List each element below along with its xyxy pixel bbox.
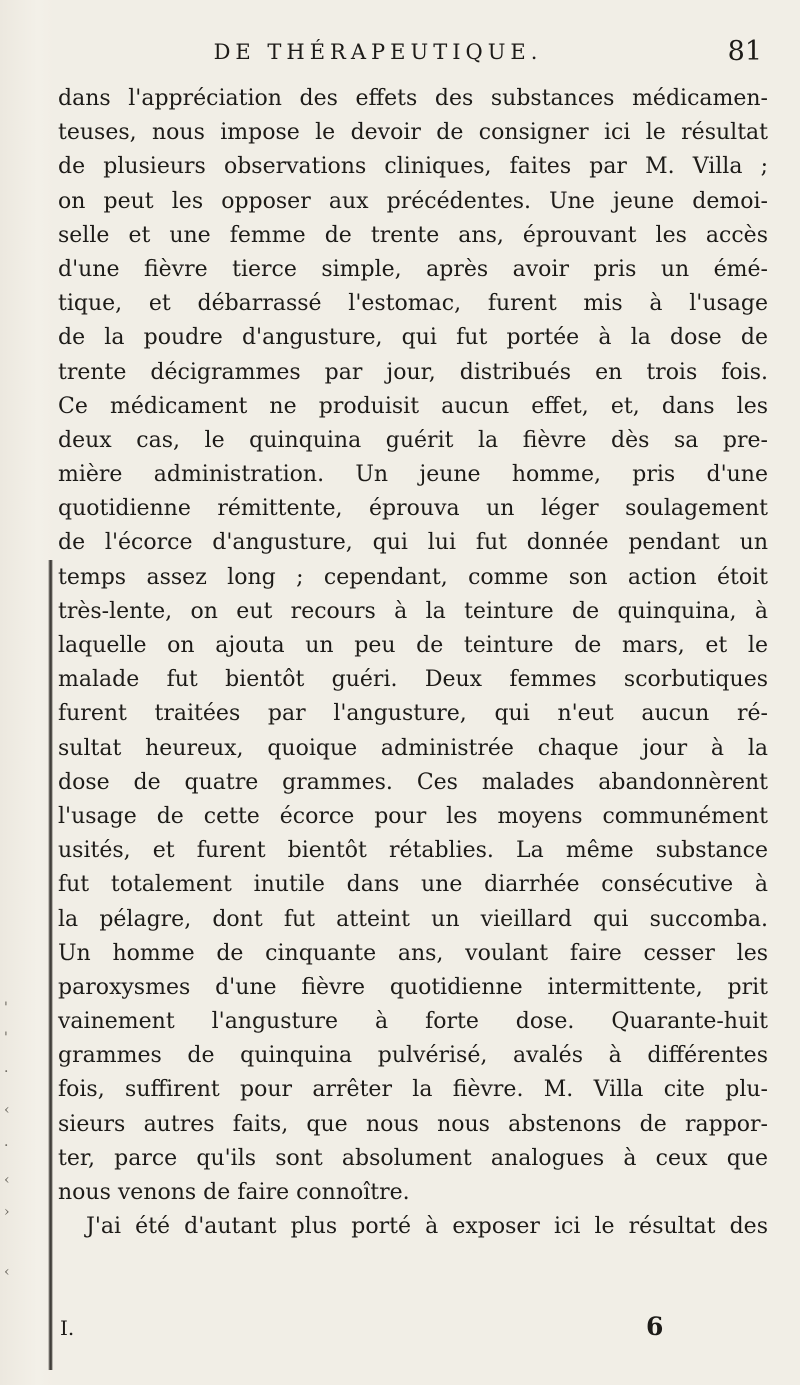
page-number: 81 (727, 36, 762, 67)
text-line: fut totalement inutile dans une diarrhée consécutive à (58, 872, 768, 898)
text-line: grammes de quinquina pulvérisé, avalés à différentes (58, 1043, 768, 1069)
text-line: de plusieurs observations cliniques, faites par M. Villa ; (58, 154, 768, 180)
text-line: selle et une femme de trente ans, éprouvant les accès (58, 222, 768, 248)
text-line: usités, et furent bientôt rétablies. La même substance (58, 838, 768, 864)
text-line: malade fut bientôt guéri. Deux femmes scorbutiques (58, 667, 768, 693)
text-line: deux cas, le quinquina guérit la fièvre dès sa pre- (58, 427, 768, 453)
text-line: paroxysmes d'une fièvre quotidienne intermittente, prit (58, 974, 768, 1000)
text-line: l'usage de cette écorce pour les moyens communément (58, 803, 768, 829)
text-line: fois, suffirent pour arrêter la fièvre. M. Villa cite plu- (58, 1077, 768, 1103)
text-line: de l'écorce d'angusture, qui lui fut donnée pendant un (58, 530, 768, 556)
text-line: on peut les opposer aux précédentes. Une jeune demoi- (58, 188, 768, 214)
binding-shadow (48, 560, 53, 1370)
sheet-number: 6 (646, 1312, 664, 1341)
running-title: DE THÉRAPEUTIQUE. (213, 40, 543, 64)
text-line: trente décigrammes par jour, distribués en trois fois. (58, 359, 768, 385)
text-line: tique, et débarrassé l'estomac, furent mis à l'usage (58, 291, 768, 317)
text-line: de la poudre d'angusture, qui fut portée à la dose de (58, 325, 768, 351)
text-line: quotidienne rémittente, éprouva un léger soulagement (58, 496, 768, 522)
text-line: dose de quatre grammes. Ces malades abandonnèrent (58, 769, 768, 795)
text-line: très-lente, on eut recours à la teinture de quinquina, à (58, 598, 768, 624)
text-line: vainement l'angusture à forte dose. Quarante-huit (58, 1009, 768, 1035)
text-line: d'une fièvre tierce simple, après avoir pris un émé- (58, 256, 768, 282)
text-line: furent traitées par l'angusture, qui n'eut aucun ré- (58, 701, 768, 727)
text-line: Un homme de cinquante ans, voulant faire cesser les (58, 940, 768, 966)
text-body (58, 82, 768, 1244)
text-line: temps assez long ; cependant, comme son action étoit (58, 564, 768, 590)
text-line: sieurs autres faits, que nous nous abstenons de rappor- (58, 1111, 768, 1137)
page-footer (58, 1312, 768, 1356)
signature-mark: I. (60, 1316, 75, 1340)
text-line: nous venons de faire connoître. (58, 1180, 410, 1205)
text-line: Ce médicament ne produisit aucun effet, et, dans les (58, 393, 768, 419)
text-line: dans l'appréciation des effets des substances médicamen- (58, 86, 768, 111)
page-header (58, 36, 768, 76)
text-line: mière administration. Un jeune homme, pris d'une (58, 462, 768, 488)
text-line: sultat heureux, quoique administrée chaque jour à la (58, 735, 768, 761)
text-line: laquelle on ajouta un peu de teinture de mars, et le (58, 633, 768, 658)
text-line: teuses, nous impose le devoir de consigner ici le résultat (58, 120, 768, 146)
text-line: ter, parce qu'ils sont absolument analogues à ceux que (58, 1145, 768, 1171)
text-line: J'ai été d'autant plus porté à exposer ici le résultat des (86, 1214, 768, 1240)
text-line: la pélagre, dont fut atteint un vieillard qui succomba. (58, 906, 768, 932)
